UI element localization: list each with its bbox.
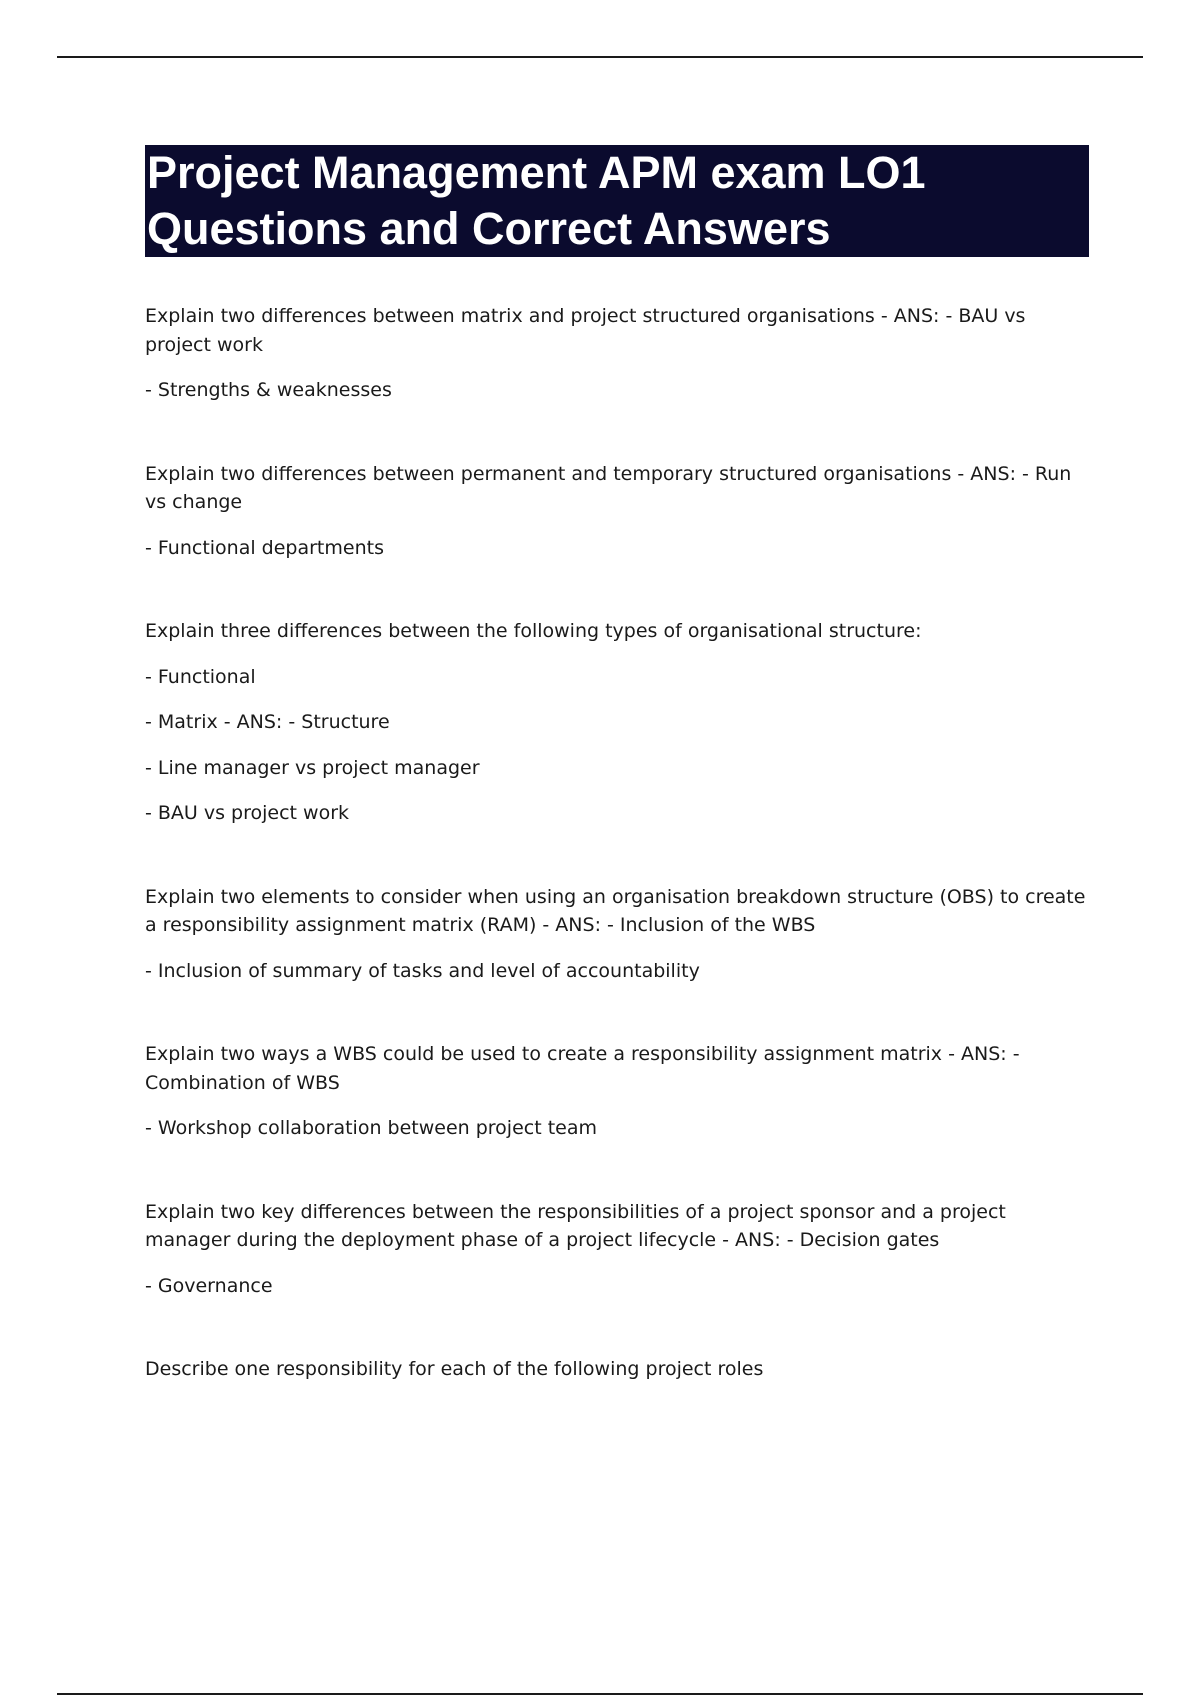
answer-line: - Workshop collaboration between project team bbox=[145, 1117, 597, 1139]
answer-line: - Matrix - ANS: - Structure bbox=[145, 711, 390, 733]
question-text: Explain two differences between matrix and project structured organisations - ANS: - BAU vs project work bbox=[145, 305, 1026, 356]
answer-line: - Line manager vs project manager bbox=[145, 756, 480, 779]
question-text: Explain two differences between permanent and temporary structured organisations - ANS: - Run vs change bbox=[145, 462, 1072, 513]
question-text: Explain two ways a WBS could be used to create a responsibility assignment matrix - ANS: - Combination of WBS bbox=[145, 1043, 1020, 1094]
title-line-2: Questions and Correct Answers bbox=[147, 203, 831, 254]
question-text: Explain two key differences between the responsibilities of a project sponsor and a project manager during the deployment phase of a project lifecycle - ANS: - Decision gates bbox=[145, 1200, 1006, 1251]
qa-item-2 bbox=[145, 460, 1095, 563]
title-line-1: Project Management APM exam LO1 bbox=[147, 147, 926, 198]
answer-line: - Governance bbox=[145, 1274, 273, 1297]
answer-line: - Functional departments bbox=[145, 536, 384, 559]
question-text: Explain three differences between the following types of organisational structure: bbox=[145, 620, 922, 642]
qa-item-7 bbox=[145, 1355, 1095, 1384]
qa-item-4 bbox=[145, 883, 1095, 986]
answer-line: - Inclusion of summary of tasks and level of accountability bbox=[145, 959, 700, 982]
answer-line: - BAU vs project work bbox=[145, 802, 350, 824]
qa-item-3 bbox=[145, 617, 1095, 828]
answer-line: - Strengths & weaknesses bbox=[145, 379, 392, 401]
qa-item-5 bbox=[145, 1040, 1095, 1143]
top-rule bbox=[57, 56, 1143, 58]
bottom-rule bbox=[57, 1693, 1143, 1695]
answer-line: - Functional bbox=[145, 665, 256, 688]
question-text: Describe one responsibility for each of the following project roles bbox=[145, 1358, 764, 1380]
qa-item-1 bbox=[145, 302, 1095, 405]
qa-list bbox=[145, 302, 1095, 1439]
question-text: Explain two elements to consider when using an organisation breakdown structure (OBS) to create a responsibility assignment matrix (RAM) - ANS: - Inclusion of the WBS bbox=[145, 885, 1086, 936]
document-title bbox=[145, 145, 1089, 257]
qa-item-6 bbox=[145, 1198, 1095, 1301]
